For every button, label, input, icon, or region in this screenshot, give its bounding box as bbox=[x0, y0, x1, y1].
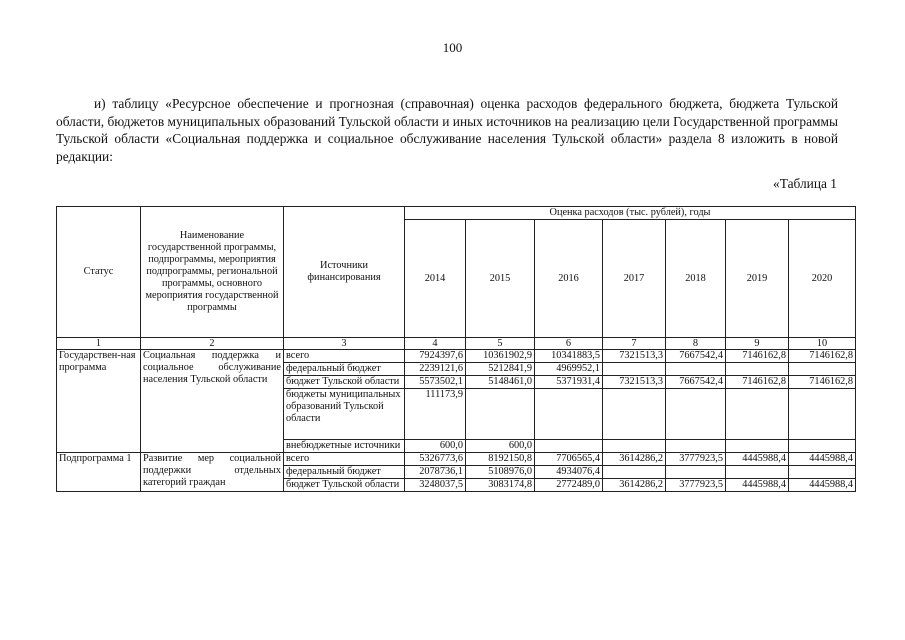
value-cell bbox=[535, 389, 603, 440]
column-number: 6 bbox=[535, 338, 603, 350]
name-cell: Социальная поддержка и социальное обслуживание населения Тульской области bbox=[141, 350, 284, 453]
source-cell: бюджет Тульской области bbox=[284, 376, 405, 389]
column-number: 9 bbox=[726, 338, 789, 350]
value-cell: 7146162,8 bbox=[789, 350, 856, 363]
value-cell: 600,0 bbox=[466, 440, 535, 453]
value-cell: 111173,9 bbox=[405, 389, 466, 440]
value-cell bbox=[726, 466, 789, 479]
intro-paragraph: и) таблицу «Ресурсное обеспечение и прогнозная (справочная) оценка расходов федерального бюджета, бюджета Тульской области, бюджетов муниципальных образований Тульской области и иных источников на реализацию цели Государственной программы Тульской области «Социальная поддержка и социальное обслуживание населения Тульской области» раздела 8 изложить в новой редакции: bbox=[56, 96, 838, 164]
column-number: 7 bbox=[603, 338, 666, 350]
value-cell bbox=[666, 363, 726, 376]
column-number-row bbox=[57, 338, 856, 350]
value-cell: 5326773,6 bbox=[405, 453, 466, 466]
value-cell: 2078736,1 bbox=[405, 466, 466, 479]
status-cell: Подпрограмма 1 bbox=[57, 453, 141, 492]
value-cell: 3777923,5 bbox=[666, 479, 726, 492]
value-cell: 600,0 bbox=[405, 440, 466, 453]
value-cell bbox=[726, 363, 789, 376]
value-cell: 10341883,5 bbox=[535, 350, 603, 363]
value-cell: 7146162,8 bbox=[789, 376, 856, 389]
header-status: Статус bbox=[57, 207, 141, 338]
value-cell bbox=[603, 466, 666, 479]
name-cell: Развитие мер социальной поддержки отдельных категорий граждан bbox=[141, 453, 284, 492]
source-cell: федеральный бюджет bbox=[284, 466, 405, 479]
column-number: 2 bbox=[141, 338, 284, 350]
column-number: 10 bbox=[789, 338, 856, 350]
value-cell bbox=[666, 389, 726, 440]
value-cell: 7321513,3 bbox=[603, 350, 666, 363]
source-cell: всего bbox=[284, 350, 405, 363]
header-year: 2020 bbox=[789, 220, 856, 338]
table-row bbox=[57, 350, 856, 363]
value-cell: 4445988,4 bbox=[726, 453, 789, 466]
header-year: 2018 bbox=[666, 220, 726, 338]
column-number: 1 bbox=[57, 338, 141, 350]
value-cell: 10361902,9 bbox=[466, 350, 535, 363]
value-cell: 4969952,1 bbox=[535, 363, 603, 376]
value-cell: 5108976,0 bbox=[466, 466, 535, 479]
value-cell bbox=[726, 440, 789, 453]
value-cell bbox=[603, 440, 666, 453]
header-name: Наименование государственной программы, подпрограммы, мероприятия подпрограммы, региональной программы, основного мероприятия государственной программы bbox=[141, 207, 284, 338]
value-cell: 7667542,4 bbox=[666, 376, 726, 389]
value-cell: 4934076,4 bbox=[535, 466, 603, 479]
value-cell bbox=[666, 440, 726, 453]
budget-table bbox=[56, 206, 856, 492]
header-year: 2017 bbox=[603, 220, 666, 338]
value-cell bbox=[535, 440, 603, 453]
header-year: 2016 bbox=[535, 220, 603, 338]
source-cell: федеральный бюджет bbox=[284, 363, 405, 376]
table-caption: «Таблица 1 bbox=[773, 176, 837, 191]
value-cell: 4445988,4 bbox=[789, 453, 856, 466]
value-cell: 3083174,8 bbox=[466, 479, 535, 492]
value-cell bbox=[466, 389, 535, 440]
value-cell: 7146162,8 bbox=[726, 376, 789, 389]
value-cell: 3248037,5 bbox=[405, 479, 466, 492]
value-cell bbox=[789, 466, 856, 479]
header-row-top bbox=[57, 207, 856, 220]
source-cell: бюджет Тульской области bbox=[284, 479, 405, 492]
value-cell: 7706565,4 bbox=[535, 453, 603, 466]
column-number: 8 bbox=[666, 338, 726, 350]
value-cell: 5573502,1 bbox=[405, 376, 466, 389]
value-cell bbox=[789, 389, 856, 440]
table-row bbox=[57, 453, 856, 466]
header-year: 2014 bbox=[405, 220, 466, 338]
value-cell bbox=[603, 389, 666, 440]
value-cell: 8192150,8 bbox=[466, 453, 535, 466]
value-cell: 3614286,2 bbox=[603, 453, 666, 466]
value-cell: 2772489,0 bbox=[535, 479, 603, 492]
header-estimate: Оценка расходов (тыс. рублей), годы bbox=[405, 207, 856, 220]
value-cell bbox=[789, 363, 856, 376]
value-cell: 5371931,4 bbox=[535, 376, 603, 389]
value-cell: 7924397,6 bbox=[405, 350, 466, 363]
value-cell: 7146162,8 bbox=[726, 350, 789, 363]
source-cell: бюджеты муниципальных образований Тульской области bbox=[284, 389, 405, 440]
value-cell: 3614286,2 bbox=[603, 479, 666, 492]
value-cell: 2239121,6 bbox=[405, 363, 466, 376]
column-number: 5 bbox=[466, 338, 535, 350]
value-cell: 7321513,3 bbox=[603, 376, 666, 389]
page-number: 100 bbox=[442, 40, 463, 55]
value-cell bbox=[666, 466, 726, 479]
value-cell: 3777923,5 bbox=[666, 453, 726, 466]
column-number: 3 bbox=[284, 338, 405, 350]
header-source: Источники финансирования bbox=[284, 207, 405, 338]
value-cell: 7667542,4 bbox=[666, 350, 726, 363]
value-cell: 5212841,9 bbox=[466, 363, 535, 376]
value-cell bbox=[603, 363, 666, 376]
column-number: 4 bbox=[405, 338, 466, 350]
value-cell bbox=[789, 440, 856, 453]
value-cell bbox=[726, 389, 789, 440]
header-year: 2015 bbox=[466, 220, 535, 338]
value-cell: 4445988,4 bbox=[726, 479, 789, 492]
source-cell: всего bbox=[284, 453, 405, 466]
value-cell: 4445988,4 bbox=[789, 479, 856, 492]
status-cell: Государствен-ная программа bbox=[57, 350, 141, 453]
value-cell: 5148461,0 bbox=[466, 376, 535, 389]
header-year: 2019 bbox=[726, 220, 789, 338]
source-cell: внебюджетные источники bbox=[284, 440, 405, 453]
